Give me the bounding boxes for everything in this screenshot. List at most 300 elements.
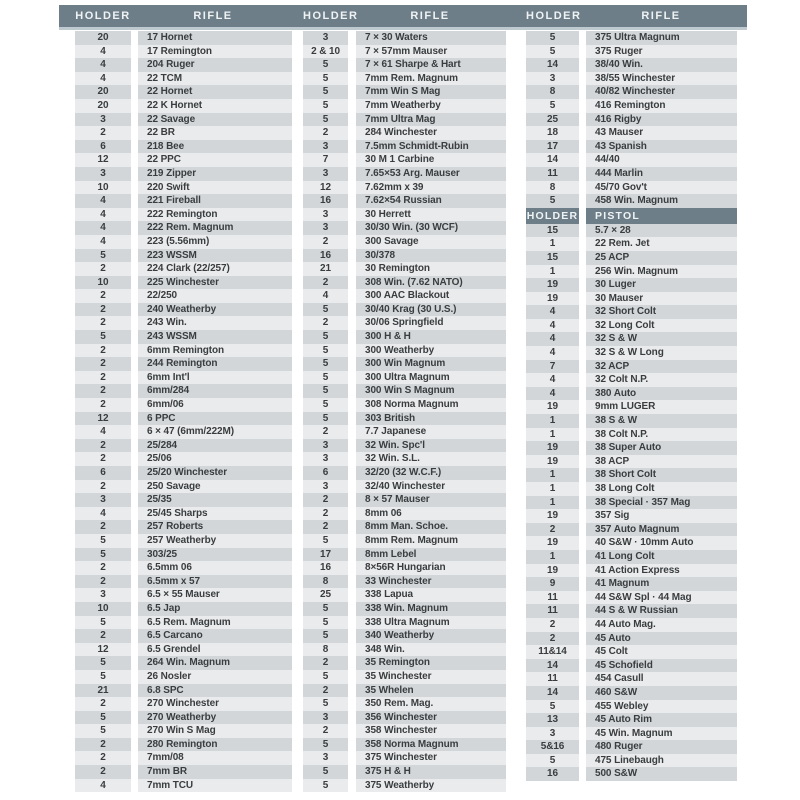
table-row: [526, 509, 737, 523]
table-row: [75, 303, 292, 317]
holder-number-cell: 10: [75, 602, 131, 616]
holder-number-cell: 2: [75, 303, 131, 317]
cartridge-name-cell: 22 PPC: [138, 153, 292, 167]
cartridge-name-cell: 6.5 Rem. Magnum: [138, 616, 292, 630]
table-row: [75, 656, 292, 670]
cartridge-name-cell: 22/250: [138, 289, 292, 303]
cartridge-name-cell: 44 S & W Russian: [586, 604, 737, 618]
table-row: [75, 58, 292, 72]
table-row: [526, 591, 737, 605]
holder-number-cell: 4: [75, 72, 131, 86]
holder-number-cell: 14: [526, 58, 579, 72]
cartridge-name-cell: 25/35: [138, 493, 292, 507]
cartridge-name-cell: 45 Win. Magnum: [586, 727, 737, 741]
subheader-holder-label: HOLDER: [526, 209, 579, 222]
table-row: [303, 588, 506, 602]
holder-number-cell: 2: [303, 276, 348, 290]
holder-number-cell: 14: [526, 659, 579, 673]
holder-number-cell: 8: [303, 575, 348, 589]
cartridge-name-cell: 6.5 Carcano: [138, 629, 292, 643]
holder-number-cell: 3: [526, 727, 579, 741]
holder-number-cell: 17: [526, 140, 579, 154]
table-row: [526, 31, 737, 45]
table-row: [526, 292, 737, 306]
table-row: [75, 140, 292, 154]
table-row: [526, 604, 737, 618]
holder-number-cell: 2: [75, 520, 131, 534]
table-row: [303, 262, 506, 276]
holder-number-cell: 2: [303, 656, 348, 670]
cartridge-name-cell: 416 Rigby: [586, 113, 737, 127]
holder-number-cell: 5: [303, 58, 348, 72]
cartridge-name-cell: 8×56R Hungarian: [356, 561, 506, 575]
holder-number-cell: 1: [526, 428, 579, 442]
cartridge-name-cell: 35 Whelen: [356, 684, 506, 698]
holder-number-cell: 1: [526, 265, 579, 279]
column1-rifle-header: RIFLE: [193, 10, 233, 22]
holder-number-cell: 7: [526, 360, 579, 374]
cartridge-name-cell: 303 British: [356, 412, 506, 426]
table-row: [75, 45, 292, 59]
cartridge-name-cell: 358 Winchester: [356, 724, 506, 738]
holder-number-cell: 16: [303, 249, 348, 263]
cartridge-name-cell: 30/378: [356, 249, 506, 263]
holder-number-cell: 1: [526, 550, 579, 564]
cartridge-name-cell: 32 S & W: [586, 332, 737, 346]
table-row: [526, 577, 737, 591]
cartridge-name-cell: 6.8 SPC: [138, 684, 292, 698]
holder-number-cell: 2: [75, 316, 131, 330]
table-header-bar: [59, 5, 747, 30]
table-row: [526, 428, 737, 442]
table-row: [75, 126, 292, 140]
holder-number-cell: 2: [303, 126, 348, 140]
table-row: [526, 346, 737, 360]
holder-number-cell: 5&16: [526, 740, 579, 754]
cartridge-name-cell: 7.7 Japanese: [356, 425, 506, 439]
holder-number-cell: 5: [75, 711, 131, 725]
cartridge-name-cell: 244 Remington: [138, 357, 292, 371]
cartridge-name-cell: 22 TCM: [138, 72, 292, 86]
holder-number-cell: 6: [75, 466, 131, 480]
cartridge-name-cell: 243 WSSM: [138, 330, 292, 344]
holder-number-cell: 5: [303, 765, 348, 779]
table-row: [303, 480, 506, 494]
cartridge-name-cell: 17 Hornet: [138, 31, 292, 45]
table-row: [75, 738, 292, 752]
table-row: [75, 480, 292, 494]
table-row: [526, 251, 737, 265]
subheader-section-label: PISTOL: [586, 208, 737, 224]
holder-number-cell: 1: [526, 414, 579, 428]
cartridge-name-cell: 270 Winchester: [138, 697, 292, 711]
cartridge-name-cell: 6mm Int'l: [138, 371, 292, 385]
table-row: [526, 45, 737, 59]
holder-number-cell: 12: [75, 153, 131, 167]
cartridge-name-cell: 300 H & H: [356, 330, 506, 344]
holder-number-cell: 5: [75, 548, 131, 562]
holder-number-cell: 11: [526, 167, 579, 181]
holder-number-cell: 19: [526, 441, 579, 455]
holder-number-cell: 4: [75, 194, 131, 208]
cartridge-name-cell: 7mm Weatherby: [356, 99, 506, 113]
cartridge-name-cell: 6.5 Jap: [138, 602, 292, 616]
holder-number-cell: 4: [75, 58, 131, 72]
holder-number-cell: 5: [303, 629, 348, 643]
holder-number-cell: 3: [526, 72, 579, 86]
table-row: [303, 344, 506, 358]
table-row: [303, 303, 506, 317]
cartridge-name-cell: 41 Long Colt: [586, 550, 737, 564]
cartridge-name-cell: 308 Win. (7.62 NATO): [356, 276, 506, 290]
cartridge-name-cell: 32 Win. S.L.: [356, 452, 506, 466]
cartridge-name-cell: 30/06 Springfield: [356, 316, 506, 330]
holder-number-cell: 15: [526, 251, 579, 265]
holder-number-cell: 4: [75, 507, 131, 521]
table-row: [526, 713, 737, 727]
cartridge-name-cell: 25/284: [138, 439, 292, 453]
table-row: [75, 779, 292, 793]
table-row: [303, 31, 506, 45]
table-row: [526, 387, 737, 401]
column-group-2: [303, 31, 506, 792]
table-row: [303, 548, 506, 562]
cartridge-name-cell: 6 × 47 (6mm/222M): [138, 425, 292, 439]
table-row: [303, 289, 506, 303]
holder-number-cell: 5: [526, 31, 579, 45]
holder-number-cell: 5: [303, 670, 348, 684]
table-row: [75, 194, 292, 208]
holder-number-cell: 2: [75, 561, 131, 575]
table-row: [303, 656, 506, 670]
holder-number-cell: 5: [303, 534, 348, 548]
holder-number-cell: 21: [75, 684, 131, 698]
column-group-1: [75, 31, 292, 792]
column1-holder-header: HOLDER: [75, 10, 131, 22]
holder-number-cell: 5: [303, 99, 348, 113]
table-row: [303, 58, 506, 72]
table-row: [526, 360, 737, 374]
holder-number-cell: 2: [526, 632, 579, 646]
holder-number-cell: 4: [526, 332, 579, 346]
cartridge-name-cell: 243 Win.: [138, 316, 292, 330]
table-row: [526, 305, 737, 319]
cartridge-name-cell: 6mm/284: [138, 384, 292, 398]
holder-number-cell: 4: [75, 235, 131, 249]
holder-number-cell: 20: [75, 99, 131, 113]
table-row: [526, 58, 737, 72]
holder-number-cell: 15: [526, 224, 579, 238]
table-row: [75, 181, 292, 195]
table-row: [75, 751, 292, 765]
table-row: [75, 31, 292, 45]
table-row: [526, 126, 737, 140]
holder-number-cell: 2: [75, 371, 131, 385]
cartridge-name-cell: 17 Remington: [138, 45, 292, 59]
holder-number-cell: 2: [75, 765, 131, 779]
table-row: [303, 738, 506, 752]
holder-number-cell: 2: [75, 629, 131, 643]
holder-number-cell: 5: [526, 99, 579, 113]
table-row: [303, 330, 506, 344]
cartridge-name-cell: 8mm Man. Schoe.: [356, 520, 506, 534]
table-row: [526, 319, 737, 333]
table-row: [303, 520, 506, 534]
table-row: [75, 602, 292, 616]
cartridge-name-cell: 416 Remington: [586, 99, 737, 113]
holder-number-cell: 2: [303, 235, 348, 249]
table-row: [303, 643, 506, 657]
holder-number-cell: 5: [303, 602, 348, 616]
table-row: [526, 686, 737, 700]
cartridge-name-cell: 300 Savage: [356, 235, 506, 249]
table-row: [526, 550, 737, 564]
cartridge-name-cell: 44 S&W Spl · 44 Mag: [586, 591, 737, 605]
cartridge-name-cell: 358 Norma Magnum: [356, 738, 506, 752]
holder-number-cell: 5: [75, 330, 131, 344]
holder-number-cell: 2: [303, 316, 348, 330]
cartridge-name-cell: 7.62mm x 39: [356, 181, 506, 195]
cartridge-name-cell: 22 Hornet: [138, 85, 292, 99]
table-row: [526, 523, 737, 537]
table-row: [526, 237, 737, 251]
cartridge-name-cell: 300 Ultra Magnum: [356, 371, 506, 385]
cartridge-name-cell: 7mm Ultra Mag: [356, 113, 506, 127]
holder-number-cell: 20: [75, 85, 131, 99]
table-row: [526, 332, 737, 346]
cartridge-name-cell: 270 Weatherby: [138, 711, 292, 725]
table-row: [526, 224, 737, 238]
cartridge-name-cell: 475 Linebaugh: [586, 754, 737, 768]
cartridge-name-cell: 280 Remington: [138, 738, 292, 752]
holder-number-cell: 19: [526, 536, 579, 550]
holder-number-cell: 10: [75, 276, 131, 290]
table-row: [526, 659, 737, 673]
cartridge-name-cell: 38 Special · 357 Mag: [586, 496, 737, 510]
pistol-section-header: [526, 208, 737, 224]
table-row: [75, 588, 292, 602]
table-row: [526, 153, 737, 167]
cartridge-name-cell: 7mm/08: [138, 751, 292, 765]
cartridge-name-cell: 338 Win. Magnum: [356, 602, 506, 616]
cartridge-name-cell: 30 M 1 Carbine: [356, 153, 506, 167]
holder-number-cell: 25: [526, 113, 579, 127]
table-row: [526, 618, 737, 632]
holder-number-cell: 4: [303, 289, 348, 303]
cartridge-name-cell: 375 Weatherby: [356, 779, 506, 793]
holder-number-cell: 3: [303, 711, 348, 725]
cartridge-name-cell: 44 Auto Mag.: [586, 618, 737, 632]
cartridge-name-cell: 45 Auto Rim: [586, 713, 737, 727]
cartridge-name-cell: 350 Rem. Mag.: [356, 697, 506, 711]
table-row: [75, 697, 292, 711]
cartridge-name-cell: 38 S & W: [586, 414, 737, 428]
table-row: [75, 548, 292, 562]
cartridge-name-cell: 250 Savage: [138, 480, 292, 494]
table-row: [526, 194, 737, 208]
cartridge-name-cell: 375 H & H: [356, 765, 506, 779]
table-row: [303, 99, 506, 113]
table-row: [303, 425, 506, 439]
cartridge-name-cell: 25/45 Sharps: [138, 507, 292, 521]
table-row: [303, 724, 506, 738]
cartridge-name-cell: 458 Win. Magnum: [586, 194, 737, 208]
cartridge-name-cell: 6 PPC: [138, 412, 292, 426]
holder-number-cell: 2: [75, 439, 131, 453]
holder-number-cell: 4: [75, 221, 131, 235]
holder-number-cell: 3: [75, 588, 131, 602]
table-row: [75, 262, 292, 276]
cartridge-name-cell: 38/40 Win.: [586, 58, 737, 72]
cartridge-name-cell: 6.5mm x 57: [138, 575, 292, 589]
table-row: [75, 113, 292, 127]
cartridge-name-cell: 7.62×54 Russian: [356, 194, 506, 208]
table-row: [526, 645, 737, 659]
table-row: [303, 398, 506, 412]
holder-number-cell: 2: [75, 289, 131, 303]
cartridge-name-cell: 338 Lapua: [356, 588, 506, 602]
holder-number-cell: 19: [526, 509, 579, 523]
holder-number-cell: 3: [303, 439, 348, 453]
holder-number-cell: 20: [75, 31, 131, 45]
table-row: [526, 278, 737, 292]
cartridge-name-cell: 348 Win.: [356, 643, 506, 657]
holder-number-cell: 2: [75, 344, 131, 358]
table-row: [303, 561, 506, 575]
table-row: [303, 507, 506, 521]
holder-number-cell: 2: [75, 452, 131, 466]
cartridge-name-cell: 30 Remington: [356, 262, 506, 276]
cartridge-name-cell: 8mm Rem. Magnum: [356, 534, 506, 548]
table-row: [303, 235, 506, 249]
cartridge-name-cell: 43 Mauser: [586, 126, 737, 140]
column-group-3: [526, 31, 737, 781]
holder-number-cell: 14: [526, 153, 579, 167]
holder-number-cell: 2: [303, 493, 348, 507]
cartridge-name-cell: 43 Spanish: [586, 140, 737, 154]
table-row: [75, 316, 292, 330]
holder-number-cell: 6: [75, 140, 131, 154]
cartridge-name-cell: 8mm Lebel: [356, 548, 506, 562]
holder-number-cell: 16: [526, 767, 579, 781]
holder-number-cell: 19: [526, 564, 579, 578]
cartridge-name-cell: 35 Remington: [356, 656, 506, 670]
holder-number-cell: 11: [526, 604, 579, 618]
cartridge-name-cell: 9mm LUGER: [586, 400, 737, 414]
cartridge-name-cell: 44/40: [586, 153, 737, 167]
cartridge-name-cell: 32/40 Winchester: [356, 480, 506, 494]
holder-number-cell: 4: [526, 346, 579, 360]
table-row: [75, 72, 292, 86]
table-row: [75, 452, 292, 466]
cartridge-name-cell: 218 Bee: [138, 140, 292, 154]
table-row: [303, 208, 506, 222]
table-row: [526, 85, 737, 99]
holder-number-cell: 3: [303, 167, 348, 181]
table-row: [75, 643, 292, 657]
holder-number-cell: 4: [526, 319, 579, 333]
holder-number-cell: 19: [526, 292, 579, 306]
holder-number-cell: 5: [303, 738, 348, 752]
holder-number-cell: 2 & 10: [303, 45, 348, 59]
table-row: [526, 632, 737, 646]
cartridge-name-cell: 256 Win. Magnum: [586, 265, 737, 279]
table-row: [75, 439, 292, 453]
holder-number-cell: 5: [303, 330, 348, 344]
cartridge-name-cell: 45 Schofield: [586, 659, 737, 673]
cartridge-name-cell: 38/55 Winchester: [586, 72, 737, 86]
cartridge-name-cell: 40 S&W · 10mm Auto: [586, 536, 737, 550]
table-row: [303, 412, 506, 426]
holder-number-cell: 5: [303, 412, 348, 426]
table-row: [75, 371, 292, 385]
holder-number-cell: 6: [303, 466, 348, 480]
holder-number-cell: 5: [75, 670, 131, 684]
holder-number-cell: 3: [303, 480, 348, 494]
table-row: [526, 400, 737, 414]
holder-number-cell: 5: [303, 85, 348, 99]
holder-number-cell: 2: [75, 262, 131, 276]
cartridge-name-cell: 7 × 57mm Mauser: [356, 45, 506, 59]
holder-number-cell: 19: [526, 278, 579, 292]
cartridge-name-cell: 7.5mm Schmidt-Rubin: [356, 140, 506, 154]
table-row: [75, 276, 292, 290]
table-row: [526, 441, 737, 455]
holder-number-cell: 8: [303, 643, 348, 657]
cartridge-name-cell: 340 Weatherby: [356, 629, 506, 643]
table-row: [303, 439, 506, 453]
table-row: [75, 561, 292, 575]
holder-number-cell: 4: [75, 45, 131, 59]
holder-number-cell: 5: [303, 303, 348, 317]
holder-number-cell: 5: [303, 697, 348, 711]
holder-number-cell: 1: [526, 237, 579, 251]
cartridge-name-cell: 30 Luger: [586, 278, 737, 292]
holder-number-cell: 3: [303, 452, 348, 466]
table-row: [75, 208, 292, 222]
cartridge-name-cell: 30/40 Krag (30 U.S.): [356, 303, 506, 317]
cartridge-name-cell: 7mm Rem. Magnum: [356, 72, 506, 86]
holder-number-cell: 1: [526, 482, 579, 496]
column2-holder-header: HOLDER: [303, 10, 359, 22]
table-row: [75, 724, 292, 738]
cartridge-name-cell: 32 S & W Long: [586, 346, 737, 360]
holder-number-cell: 9: [526, 577, 579, 591]
cartridge-name-cell: 32 ACP: [586, 360, 737, 374]
holder-number-cell: 4: [526, 387, 579, 401]
cartridge-name-cell: 7mm TCU: [138, 779, 292, 793]
cartridge-name-cell: 33 Winchester: [356, 575, 506, 589]
table-row: [75, 425, 292, 439]
table-row: [303, 357, 506, 371]
table-row: [303, 684, 506, 698]
table-row: [303, 602, 506, 616]
holder-number-cell: 2: [75, 480, 131, 494]
holder-number-cell: 3: [303, 140, 348, 154]
cartridge-name-cell: 264 Win. Magnum: [138, 656, 292, 670]
table-row: [303, 384, 506, 398]
holder-number-cell: 5: [303, 344, 348, 358]
cartridge-name-cell: 223 WSSM: [138, 249, 292, 263]
table-row: [75, 249, 292, 263]
holder-number-cell: 3: [75, 493, 131, 507]
holder-number-cell: 17: [303, 548, 348, 562]
cartridge-name-cell: 32 Colt N.P.: [586, 373, 737, 387]
table-row: [526, 536, 737, 550]
table-row: [526, 672, 737, 686]
holder-number-cell: 11: [526, 591, 579, 605]
table-row: [303, 779, 506, 793]
